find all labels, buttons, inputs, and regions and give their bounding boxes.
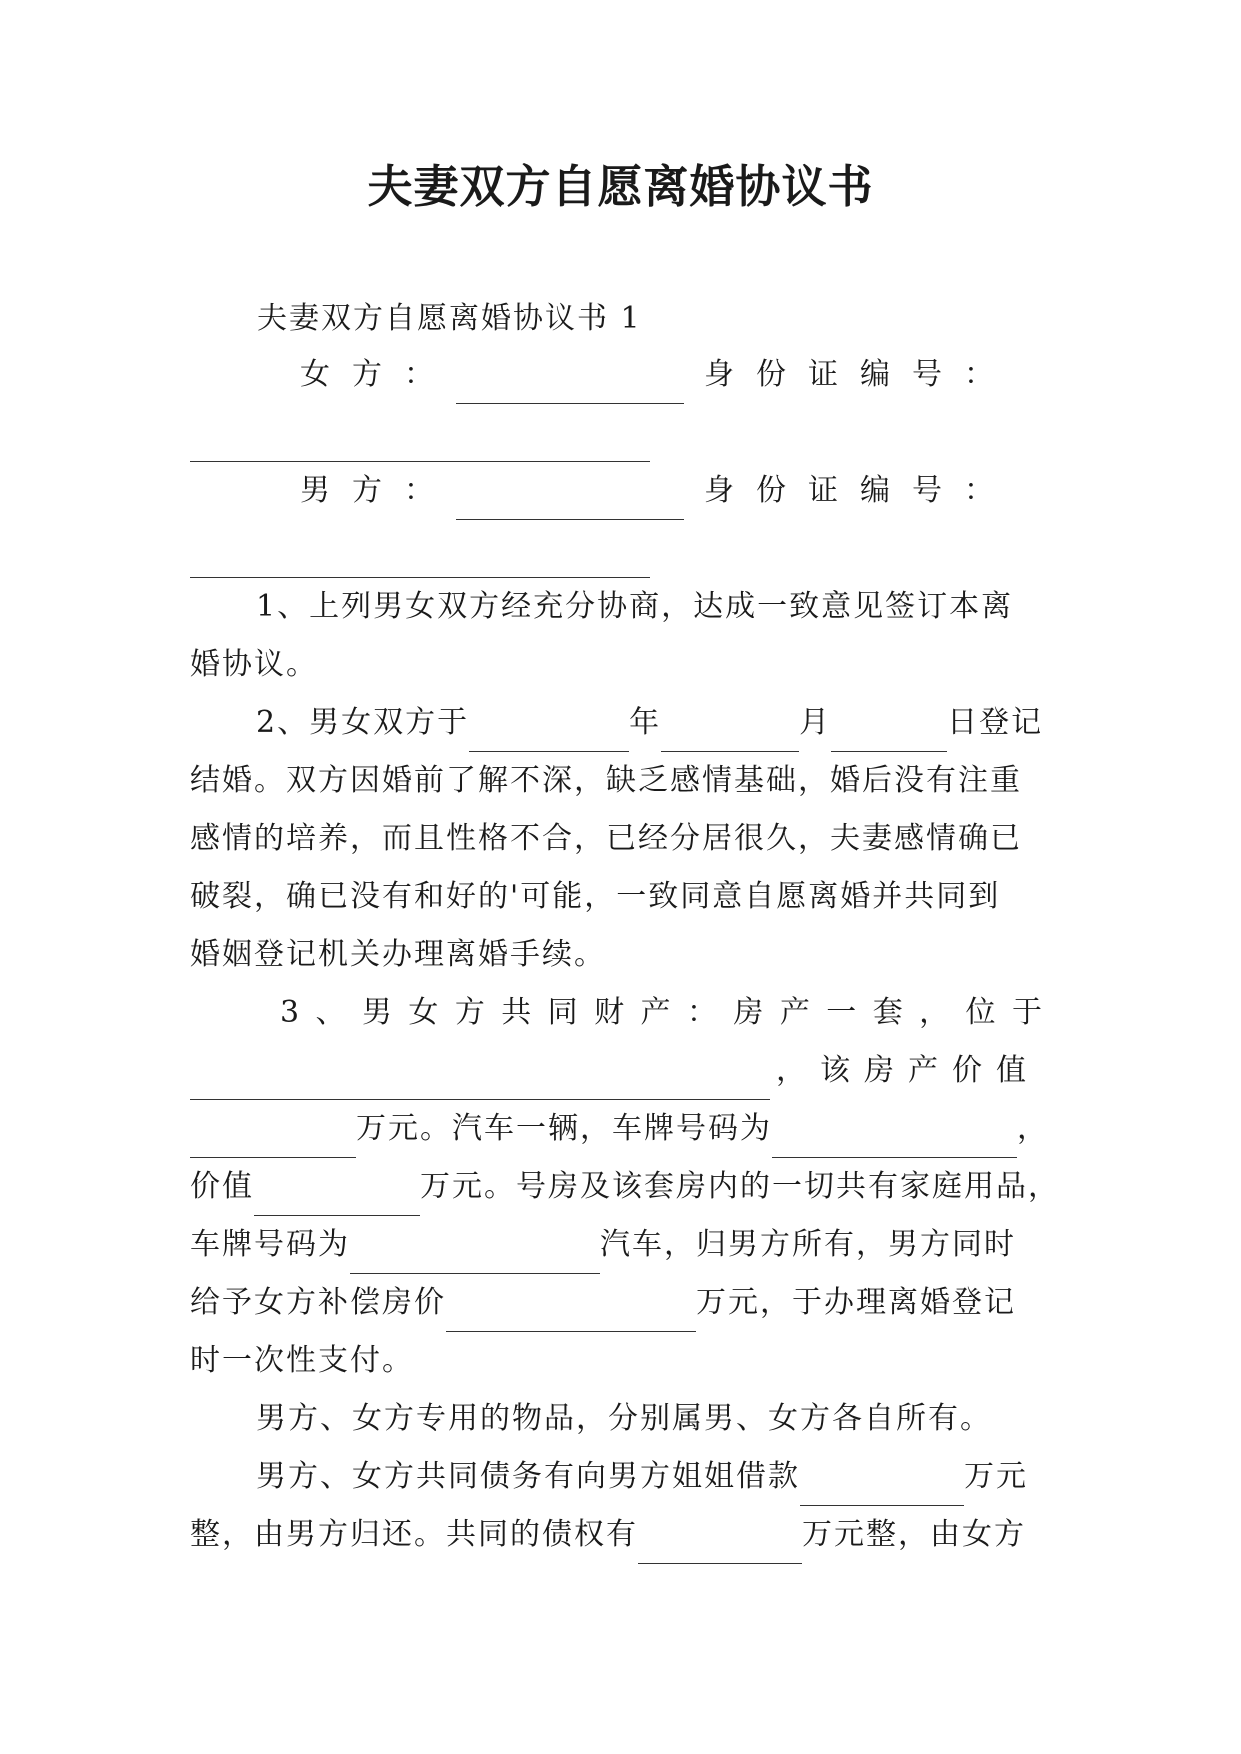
p3-text-l3b: ， [1017, 1111, 1049, 1146]
party-female-line [300, 346, 1060, 404]
subtitle: 夫妻双方自愿离婚协议书 1 [257, 301, 642, 336]
p5-line-1 [190, 1448, 1050, 1506]
p2-text-a: 2、男女双方于 [256, 705, 470, 740]
p3-text-l6a: 给予女方补偿房价 [190, 1285, 446, 1320]
p4-line-1: 男方、女方专用的物品，分别属男、女方各自所有。 [256, 1401, 992, 1436]
p3-text-l4a: 价值 [190, 1169, 254, 1204]
p3-text-l4b: 万元。号房及该套房内的一切共有家庭用品， [420, 1169, 1060, 1204]
p2-line-5: 婚姻登记机关办理离婚手续。 [190, 937, 606, 972]
p5-claim-blank[interactable] [638, 1525, 802, 1564]
p3-address-blank[interactable] [190, 1061, 770, 1100]
p1-line-2: 婚协议。 [190, 647, 318, 682]
party-female-id-label: 身份证编号： [704, 357, 1016, 392]
p5-line-2 [190, 1506, 1050, 1564]
p3-line-1: 3、男女方共同财产：房产一套，位于 [280, 995, 1050, 1030]
p5-text-l2b: 万元整，由女方 [802, 1517, 1026, 1552]
p3-text-l2: ，该房产价值 [776, 1053, 1040, 1088]
p3-line-3 [190, 1100, 1050, 1158]
p5-text-l1a: 男方、女方共同债务有向男方姐姐借款 [256, 1459, 800, 1494]
p2-year-blank[interactable] [469, 713, 629, 752]
party-female-id-blank[interactable] [190, 423, 650, 462]
p3-line-5 [190, 1216, 1050, 1274]
p2-line-2: 结婚。双方因婚前了解不深，缺乏感情基础，婚后没有注重 [190, 763, 1022, 798]
p3-text-l6b: 万元，于办理离婚登记 [696, 1285, 1016, 1320]
party-male-id-blank[interactable] [190, 539, 650, 578]
p3-text-l3a: 万元。汽车一辆，车牌号码为 [356, 1111, 772, 1146]
p3-text-l5b: 汽车，归男方所有，男方同时 [600, 1227, 1016, 1262]
p3-compensation-blank[interactable] [446, 1293, 696, 1332]
p3-value-blank[interactable] [190, 1119, 356, 1158]
party-male-name-blank[interactable] [456, 481, 684, 520]
p2-text-d: 日登记 [947, 705, 1044, 740]
p3-plate-blank-2[interactable] [350, 1235, 600, 1274]
p3-text-l5a: 车牌号码为 [190, 1227, 350, 1262]
p1-line-1: 1、上列男女双方经充分协商，达成一致意见签订本离 [256, 589, 1014, 624]
party-female-name-blank[interactable] [456, 365, 684, 404]
p2-line-1 [190, 694, 1050, 752]
party-male-line [300, 462, 1060, 520]
p2-line-3: 感情的培养，而且性格不合，已经分居很久，夫妻感情确已 [190, 821, 1022, 856]
p5-loan-blank[interactable] [800, 1467, 964, 1506]
p5-text-l2a: 整，由男方归还。共同的债权有 [190, 1517, 638, 1552]
p3-line-4 [190, 1158, 1060, 1216]
p2-day-blank[interactable] [831, 713, 947, 752]
party-female-id-line [190, 404, 1050, 462]
p2-text-b: 年 [629, 705, 662, 740]
p3-line-6 [190, 1274, 1050, 1332]
p2-month-blank[interactable] [661, 713, 799, 752]
p3-line-7: 时一次性支付。 [190, 1343, 414, 1378]
party-female-label: 女方： [300, 357, 456, 392]
p3-car-value-blank[interactable] [254, 1177, 420, 1216]
p3-plate-blank[interactable] [772, 1119, 1017, 1158]
party-male-id-line [190, 520, 1050, 578]
p2-text-c: 月 [799, 705, 832, 740]
party-male-id-label: 身份证编号： [704, 473, 1016, 508]
document-title: 夫妻双方自愿离婚协议书 [367, 160, 874, 213]
p2-line-4: 破裂，确已没有和好的'可能，一致同意自愿离婚并共同到 [190, 879, 1001, 914]
p3-line-2 [190, 1042, 1050, 1100]
p5-text-l1b: 万元 [964, 1459, 1028, 1494]
party-male-label: 男方： [300, 473, 456, 508]
